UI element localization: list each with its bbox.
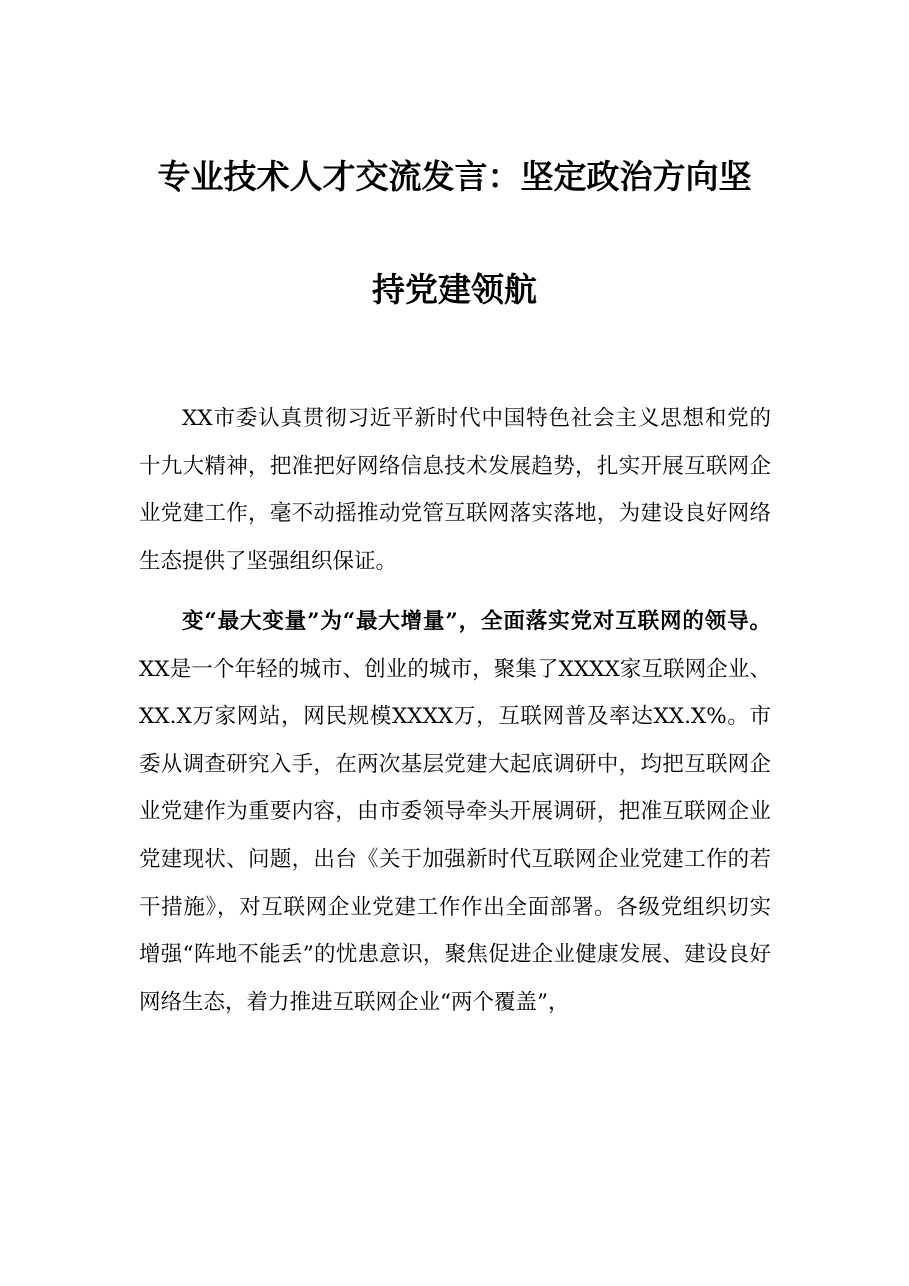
paragraph-2-lead-heading: 变“最大变量”为“最大增量”，全面落实党对互联网的领导。: [182, 609, 771, 634]
document-title-line-2: 持党建领航: [372, 270, 537, 309]
paragraph-2: [139, 598, 771, 1026]
paragraph-2-text: XX是一个年轻的城市、创业的城市，聚集了XXXX家互联网企业、XX.X万家网站，网民规模XXXX万，互联网普及率达XX.X%。市委从调查研究入手，在两次基层党建大起底调研中，均把互联网企业党建作为重要内容，由市委领导牵头开展调研，把准互联网企业党建现状、问题，出台《关于加强新时代互联网企业党建工作的若干措施》，对互联网企业党建工作作出全面部署。各级党组织切实增强“阵地不能丢”的忧患意识，聚焦促进企业健康发展、建设良好网络生态，着力推进互联网企业“两个覆盖”，: [139, 656, 771, 1015]
paragraph-1-text: XX市委认真贯彻习近平新时代中国特色社会主义思想和党的十九大精神，把准把好网络信息技术发展趋势，扎实开展互联网企业党建工作，毫不动摇推动党管互联网落实落地，为建设良好网络生态提供了坚强组织保证。: [139, 406, 771, 574]
paragraph-1: [139, 395, 771, 585]
document-title-line-1: 专业技术人才交流发言：坚定政治方向坚: [157, 157, 752, 196]
